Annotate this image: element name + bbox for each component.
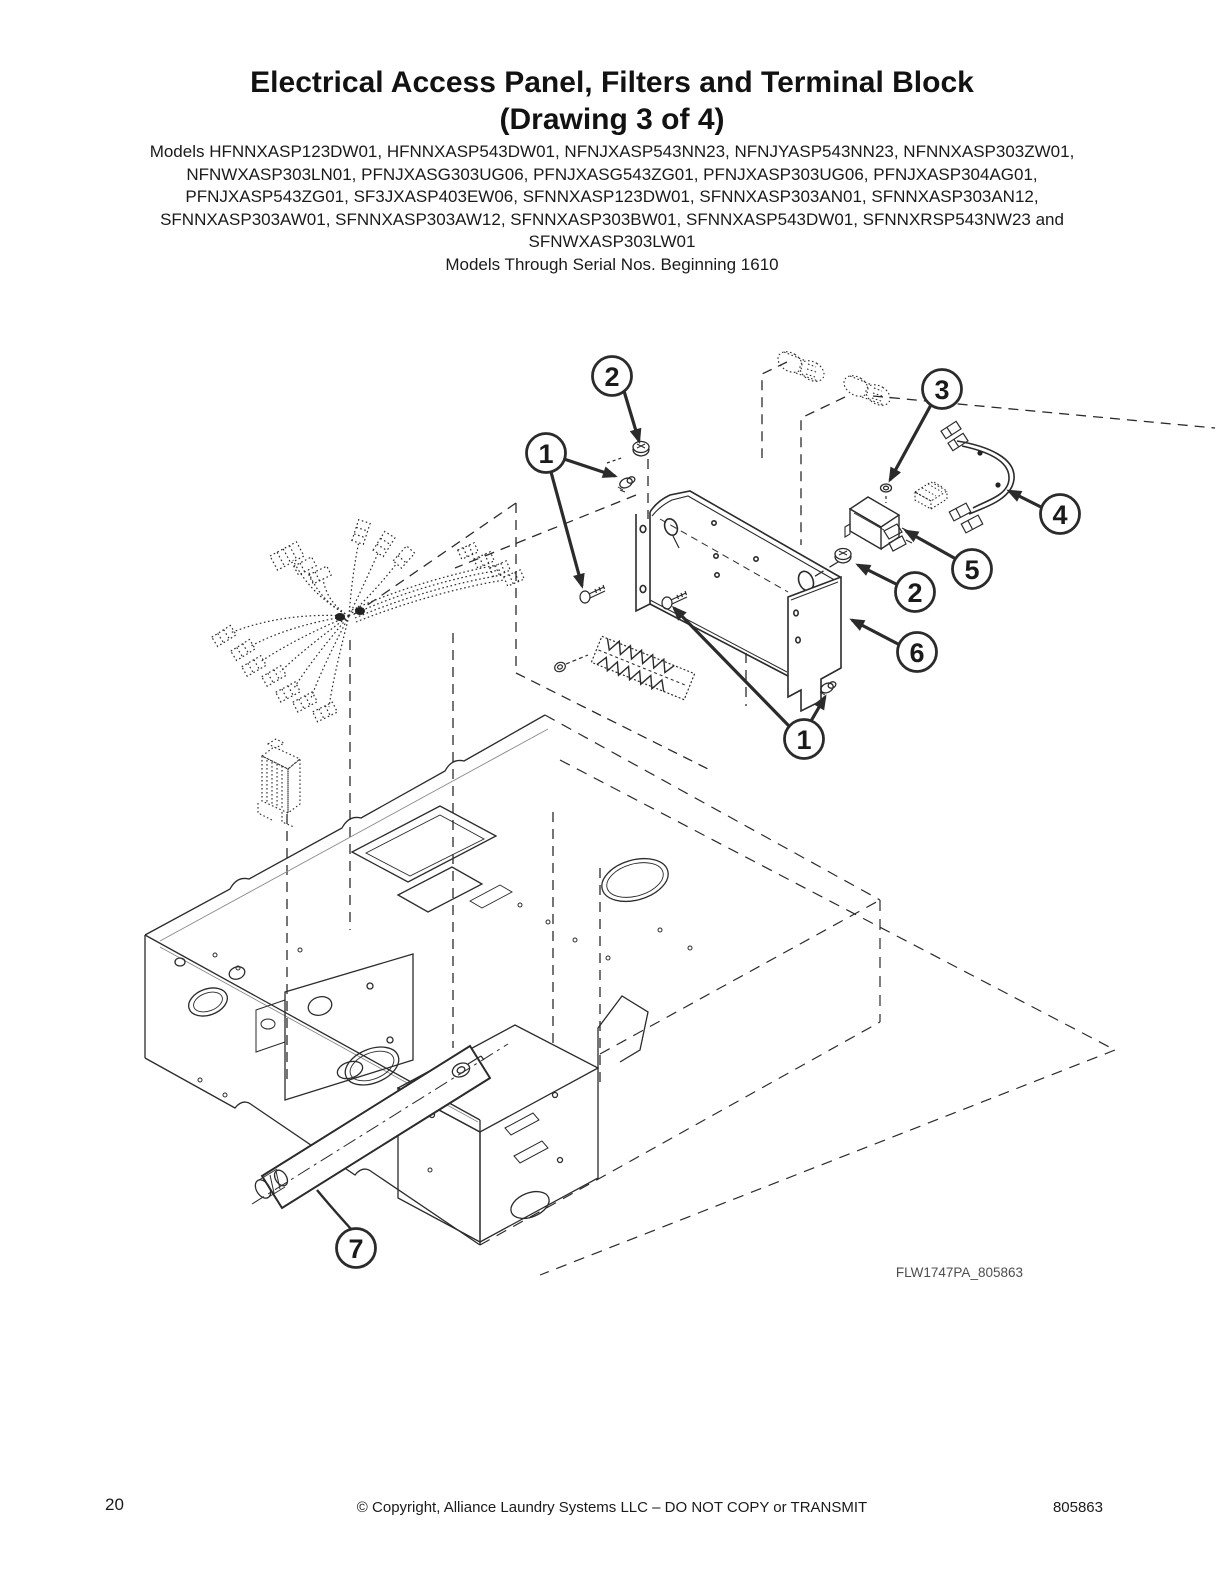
page-header [0, 64, 1224, 138]
callout-1-bottom [785, 720, 824, 759]
emi-filter [845, 497, 912, 551]
model-list-line: NFNWXASP303LN01, PFNJXASG303UG06, PFNJXASG543ZG01, PFNJXASP303UG06, PFNJXASP304AG01, [186, 164, 1038, 184]
terminal-block [553, 634, 695, 701]
callout-7-label: 7 [348, 1234, 364, 1264]
model-list-line: PFNJXASP543ZG01, SF3JXASP403EW06, SFNNXASP123DW01, SFNNXASP303AN01, SFNNXASP303AN12, [185, 187, 1039, 207]
dashed-guide-lines [287, 362, 1215, 1085]
wire-harness [212, 520, 524, 722]
page-title-line1: Electrical Access Panel, Filters and Terminal Block [250, 66, 974, 99]
callout-4-label: 4 [1052, 500, 1068, 530]
chassis-base [145, 715, 692, 1245]
model-list-line: SFNNXASP303AW01, SFNNXASP303AW12, SFNNXASP303BW01, SFNNXASP543DW01, SFNNXRSP543NW23 and [160, 209, 1064, 229]
callout-circles [337, 357, 1080, 1268]
access-panel-bracket [580, 491, 841, 711]
callout-4 [1041, 495, 1080, 534]
model-list-line: Models HFNNXASP123DW01, HFNNXASP543DW01, NFNJXASP543NN23, NFNJYASP543NN23, NFNNXASP303ZW01, [149, 142, 1075, 161]
page-title-line2: (Drawing 3 of 4) [499, 103, 725, 136]
callout-6 [898, 633, 937, 672]
model-list-line: SFNWXASP303LW01 [528, 232, 696, 252]
grommet-cylinders [774, 347, 894, 409]
callout-3-label: 3 [934, 375, 950, 405]
footer-doc-number: 805863 [1052, 1499, 1103, 1516]
callout-1-top [527, 434, 566, 473]
footer-copyright: © Copyright, Alliance Laundry Systems LLC – DO NOT COPY or TRANSMIT [356, 1499, 868, 1516]
jumper-wires [941, 421, 1014, 533]
contactor [258, 739, 300, 827]
callout-2-right [896, 573, 935, 612]
callout-2-right-label: 2 [907, 578, 923, 608]
callout-1-top-label: 1 [538, 439, 554, 469]
callout-3 [923, 370, 962, 409]
callout-2-top [593, 357, 632, 396]
callout-5 [953, 550, 992, 589]
callout-6-label: 6 [909, 638, 925, 668]
mounting-screws [618, 442, 892, 696]
callout-2-top-label: 2 [604, 362, 620, 392]
model-list [0, 141, 1224, 277]
figure-code: FLW1747PA_805863 [895, 1265, 1023, 1280]
connector-block [915, 482, 947, 509]
page-number: 20 [105, 1495, 124, 1514]
callout-7 [337, 1229, 376, 1268]
callout-1-bottom-label: 1 [796, 725, 812, 755]
callout-5-label: 5 [964, 555, 980, 585]
serial-note: Models Through Serial Nos. Beginning 1610 [445, 254, 779, 274]
